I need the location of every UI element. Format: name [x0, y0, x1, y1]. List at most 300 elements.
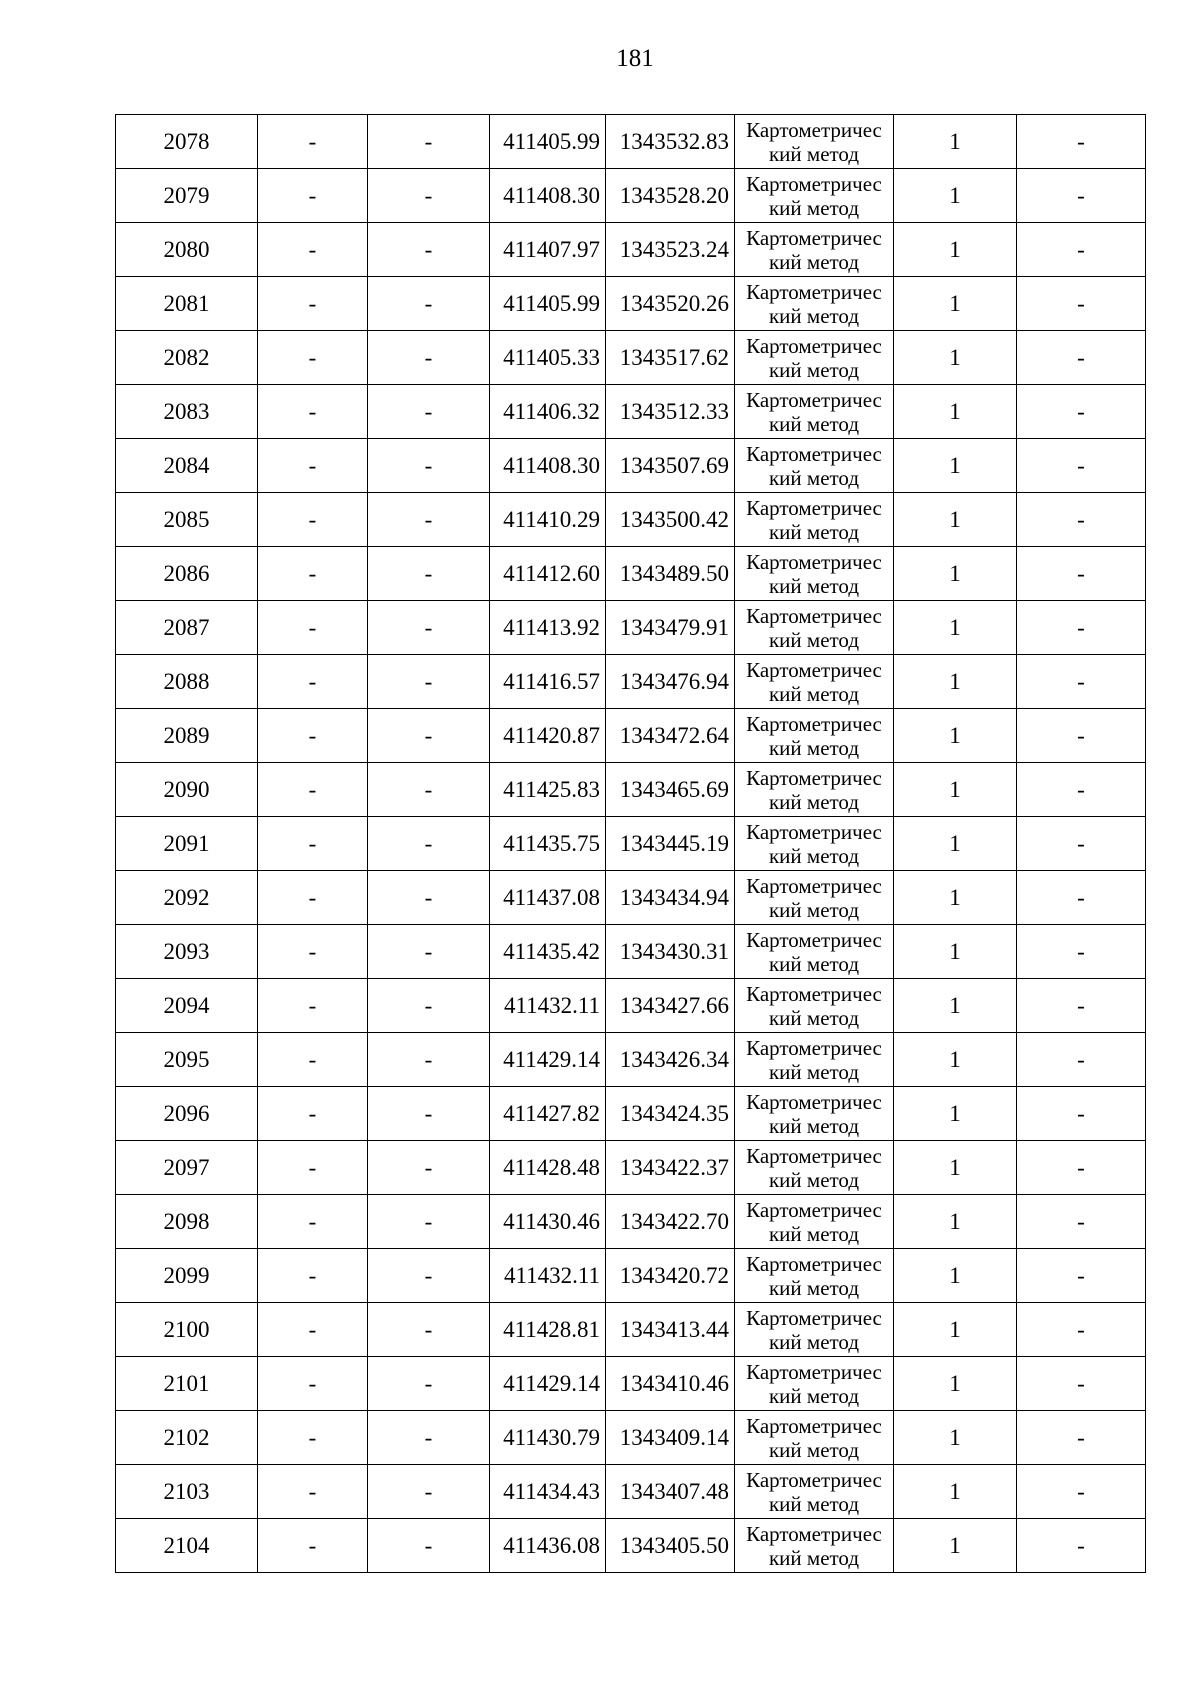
dash-cell: - [1017, 547, 1146, 601]
method-cell [735, 1411, 894, 1465]
y-coordinate-cell: 1343512.33 [606, 385, 735, 439]
y-coordinate-cell: 1343424.35 [606, 1087, 735, 1141]
method-line-2: кий метод [768, 1113, 860, 1138]
table-row [116, 979, 1146, 1033]
accuracy-cell: 1 [894, 709, 1017, 763]
point-number-cell: 2088 [116, 655, 258, 709]
dash-cell: - [1017, 1303, 1146, 1357]
accuracy-cell: 1 [894, 547, 1017, 601]
accuracy-cell: 1 [894, 1195, 1017, 1249]
x-coordinate-cell: 411407.97 [490, 223, 606, 277]
method-line-1: Картометричес [746, 225, 882, 250]
table-row [116, 331, 1146, 385]
method-cell [735, 547, 894, 601]
table-row [116, 1087, 1146, 1141]
table-row [116, 817, 1146, 871]
accuracy-cell: 1 [894, 223, 1017, 277]
table-row [116, 493, 1146, 547]
accuracy-cell: 1 [894, 331, 1017, 385]
dash-cell: - [1017, 1195, 1146, 1249]
dash-cell: - [368, 601, 490, 655]
dash-cell: - [258, 817, 368, 871]
dash-cell: - [258, 1411, 368, 1465]
method-cell [735, 115, 894, 169]
method-cell [735, 169, 894, 223]
dash-cell: - [368, 709, 490, 763]
y-coordinate-cell: 1343476.94 [606, 655, 735, 709]
method-line-1: Картометричес [746, 603, 882, 628]
table-row [116, 871, 1146, 925]
method-cell [735, 277, 894, 331]
dash-cell: - [368, 1249, 490, 1303]
table-row [116, 709, 1146, 763]
method-line-1: Картометричес [746, 819, 882, 844]
method-line-1: Картометричес [746, 657, 882, 682]
point-number-cell: 2098 [116, 1195, 258, 1249]
dash-cell: - [368, 979, 490, 1033]
method-line-2: кий метод [768, 627, 860, 652]
accuracy-cell: 1 [894, 1303, 1017, 1357]
dash-cell: - [368, 1519, 490, 1573]
accuracy-cell: 1 [894, 439, 1017, 493]
method-line-1: Картометричес [746, 1143, 882, 1168]
x-coordinate-cell: 411405.99 [490, 277, 606, 331]
dash-cell: - [1017, 1141, 1146, 1195]
y-coordinate-cell: 1343528.20 [606, 169, 735, 223]
x-coordinate-cell: 411405.33 [490, 331, 606, 385]
accuracy-cell: 1 [894, 1411, 1017, 1465]
dash-cell: - [1017, 871, 1146, 925]
accuracy-cell: 1 [894, 763, 1017, 817]
method-line-2: кий метод [768, 1275, 860, 1300]
x-coordinate-cell: 411432.11 [490, 979, 606, 1033]
method-cell [735, 763, 894, 817]
method-line-1: Картометричес [746, 1467, 882, 1492]
method-line-2: кий метод [768, 303, 860, 328]
method-cell [735, 1249, 894, 1303]
y-coordinate-cell: 1343427.66 [606, 979, 735, 1033]
method-line-2: кий метод [768, 465, 860, 490]
method-line-2: кий метод [768, 1005, 860, 1030]
accuracy-cell: 1 [894, 1087, 1017, 1141]
x-coordinate-cell: 411428.81 [490, 1303, 606, 1357]
y-coordinate-cell: 1343500.42 [606, 493, 735, 547]
dash-cell: - [368, 115, 490, 169]
x-coordinate-cell: 411427.82 [490, 1087, 606, 1141]
method-line-1: Картометричес [746, 1521, 882, 1546]
x-coordinate-cell: 411410.29 [490, 493, 606, 547]
dash-cell: - [368, 169, 490, 223]
dash-cell: - [258, 277, 368, 331]
point-number-cell: 2080 [116, 223, 258, 277]
method-line-2: кий метод [768, 735, 860, 760]
point-number-cell: 2102 [116, 1411, 258, 1465]
y-coordinate-cell: 1343434.94 [606, 871, 735, 925]
accuracy-cell: 1 [894, 1519, 1017, 1573]
point-number-cell: 2089 [116, 709, 258, 763]
method-cell [735, 439, 894, 493]
method-line-1: Картометричес [746, 117, 882, 142]
y-coordinate-cell: 1343410.46 [606, 1357, 735, 1411]
method-cell [735, 1195, 894, 1249]
x-coordinate-cell: 411435.75 [490, 817, 606, 871]
dash-cell: - [1017, 115, 1146, 169]
table-row [116, 547, 1146, 601]
accuracy-cell: 1 [894, 115, 1017, 169]
method-line-1: Картометричес [746, 981, 882, 1006]
table-row [116, 1303, 1146, 1357]
table-body [116, 115, 1146, 1573]
table-row [116, 1465, 1146, 1519]
point-number-cell: 2099 [116, 1249, 258, 1303]
point-number-cell: 2103 [116, 1465, 258, 1519]
accuracy-cell: 1 [894, 1357, 1017, 1411]
dash-cell: - [368, 1087, 490, 1141]
accuracy-cell: 1 [894, 871, 1017, 925]
dash-cell: - [258, 655, 368, 709]
dash-cell: - [1017, 493, 1146, 547]
dash-cell: - [1017, 169, 1146, 223]
method-line-2: кий метод [768, 1437, 860, 1462]
page-number: 181 [616, 45, 654, 72]
point-number-cell: 2095 [116, 1033, 258, 1087]
y-coordinate-cell: 1343507.69 [606, 439, 735, 493]
point-number-cell: 2078 [116, 115, 258, 169]
dash-cell: - [368, 223, 490, 277]
dash-cell: - [258, 439, 368, 493]
method-line-2: кий метод [768, 573, 860, 598]
point-number-cell: 2104 [116, 1519, 258, 1573]
method-line-2: кий метод [768, 1167, 860, 1192]
dash-cell: - [258, 1087, 368, 1141]
point-number-cell: 2086 [116, 547, 258, 601]
dash-cell: - [1017, 385, 1146, 439]
method-line-2: кий метод [768, 897, 860, 922]
method-cell [735, 1141, 894, 1195]
dash-cell: - [368, 1411, 490, 1465]
table-row [116, 277, 1146, 331]
y-coordinate-cell: 1343420.72 [606, 1249, 735, 1303]
point-number-cell: 2079 [116, 169, 258, 223]
accuracy-cell: 1 [894, 493, 1017, 547]
method-cell [735, 817, 894, 871]
y-coordinate-cell: 1343426.34 [606, 1033, 735, 1087]
method-cell [735, 331, 894, 385]
table-row [116, 1033, 1146, 1087]
dash-cell: - [258, 1519, 368, 1573]
dash-cell: - [368, 1141, 490, 1195]
method-line-2: кий метод [768, 951, 860, 976]
dash-cell: - [1017, 277, 1146, 331]
dash-cell: - [258, 763, 368, 817]
y-coordinate-cell: 1343407.48 [606, 1465, 735, 1519]
table-row [116, 763, 1146, 817]
accuracy-cell: 1 [894, 277, 1017, 331]
dash-cell: - [368, 493, 490, 547]
method-cell [735, 1519, 894, 1573]
table-row [116, 1411, 1146, 1465]
dash-cell: - [258, 1465, 368, 1519]
method-line-1: Картометричес [746, 1251, 882, 1276]
dash-cell: - [368, 1465, 490, 1519]
dash-cell: - [1017, 1249, 1146, 1303]
dash-cell: - [258, 331, 368, 385]
method-cell [735, 925, 894, 979]
table-row [116, 1141, 1146, 1195]
dash-cell: - [368, 1303, 490, 1357]
point-number-cell: 2082 [116, 331, 258, 385]
accuracy-cell: 1 [894, 1465, 1017, 1519]
dash-cell: - [368, 655, 490, 709]
coordinates-table [115, 114, 1146, 1573]
dash-cell: - [258, 223, 368, 277]
dash-cell: - [368, 439, 490, 493]
y-coordinate-cell: 1343472.64 [606, 709, 735, 763]
dash-cell: - [1017, 1357, 1146, 1411]
method-line-2: кий метод [768, 1221, 860, 1246]
method-cell [735, 493, 894, 547]
method-cell [735, 1357, 894, 1411]
table-row [116, 385, 1146, 439]
method-line-1: Картометричес [746, 171, 882, 196]
dash-cell: - [258, 1249, 368, 1303]
dash-cell: - [258, 601, 368, 655]
dash-cell: - [1017, 1519, 1146, 1573]
dash-cell: - [258, 547, 368, 601]
dash-cell: - [368, 1033, 490, 1087]
accuracy-cell: 1 [894, 1033, 1017, 1087]
method-cell [735, 1303, 894, 1357]
method-line-2: кий метод [768, 843, 860, 868]
dash-cell: - [368, 1357, 490, 1411]
x-coordinate-cell: 411432.11 [490, 1249, 606, 1303]
dash-cell: - [1017, 223, 1146, 277]
method-cell [735, 223, 894, 277]
method-line-1: Картометричес [746, 927, 882, 952]
x-coordinate-cell: 411428.48 [490, 1141, 606, 1195]
accuracy-cell: 1 [894, 655, 1017, 709]
dash-cell: - [258, 493, 368, 547]
dash-cell: - [258, 1033, 368, 1087]
point-number-cell: 2083 [116, 385, 258, 439]
dash-cell: - [368, 547, 490, 601]
point-number-cell: 2081 [116, 277, 258, 331]
dash-cell: - [1017, 331, 1146, 385]
dash-cell: - [1017, 1465, 1146, 1519]
y-coordinate-cell: 1343422.70 [606, 1195, 735, 1249]
dash-cell: - [258, 1195, 368, 1249]
point-number-cell: 2094 [116, 979, 258, 1033]
x-coordinate-cell: 411413.92 [490, 601, 606, 655]
dash-cell: - [258, 925, 368, 979]
table-row [116, 1519, 1146, 1573]
table-row [116, 1195, 1146, 1249]
dash-cell: - [1017, 709, 1146, 763]
x-coordinate-cell: 411437.08 [490, 871, 606, 925]
dash-cell: - [258, 1357, 368, 1411]
method-line-2: кий метод [768, 1059, 860, 1084]
x-coordinate-cell: 411408.30 [490, 439, 606, 493]
table-row [116, 223, 1146, 277]
method-cell [735, 655, 894, 709]
method-line-2: кий метод [768, 789, 860, 814]
method-cell [735, 979, 894, 1033]
accuracy-cell: 1 [894, 169, 1017, 223]
x-coordinate-cell: 411412.60 [490, 547, 606, 601]
method-cell [735, 385, 894, 439]
dash-cell: - [368, 871, 490, 925]
dash-cell: - [368, 385, 490, 439]
table-row [116, 1249, 1146, 1303]
dash-cell: - [368, 331, 490, 385]
x-coordinate-cell: 411425.83 [490, 763, 606, 817]
dash-cell: - [1017, 601, 1146, 655]
x-coordinate-cell: 411420.87 [490, 709, 606, 763]
x-coordinate-cell: 411429.14 [490, 1033, 606, 1087]
method-cell [735, 871, 894, 925]
x-coordinate-cell: 411430.79 [490, 1411, 606, 1465]
table-row [116, 1357, 1146, 1411]
point-number-cell: 2096 [116, 1087, 258, 1141]
dash-cell: - [1017, 439, 1146, 493]
table-row [116, 601, 1146, 655]
table-row [116, 655, 1146, 709]
dash-cell: - [368, 277, 490, 331]
method-line-1: Картометричес [746, 495, 882, 520]
method-line-2: кий метод [768, 681, 860, 706]
method-line-2: кий метод [768, 141, 860, 166]
y-coordinate-cell: 1343409.14 [606, 1411, 735, 1465]
point-number-cell: 2090 [116, 763, 258, 817]
x-coordinate-cell: 411406.32 [490, 385, 606, 439]
x-coordinate-cell: 411408.30 [490, 169, 606, 223]
method-line-2: кий метод [768, 195, 860, 220]
y-coordinate-cell: 1343413.44 [606, 1303, 735, 1357]
dash-cell: - [368, 763, 490, 817]
accuracy-cell: 1 [894, 925, 1017, 979]
x-coordinate-cell: 411436.08 [490, 1519, 606, 1573]
method-line-1: Картометричес [746, 765, 882, 790]
method-line-2: кий метод [768, 1545, 860, 1570]
method-line-1: Картометричес [746, 549, 882, 574]
point-number-cell: 2100 [116, 1303, 258, 1357]
y-coordinate-cell: 1343517.62 [606, 331, 735, 385]
x-coordinate-cell: 411429.14 [490, 1357, 606, 1411]
method-cell [735, 1465, 894, 1519]
method-line-2: кий метод [768, 1383, 860, 1408]
method-line-1: Картометричес [746, 1035, 882, 1060]
accuracy-cell: 1 [894, 979, 1017, 1033]
table-row [116, 439, 1146, 493]
dash-cell: - [1017, 979, 1146, 1033]
y-coordinate-cell: 1343520.26 [606, 277, 735, 331]
x-coordinate-cell: 411416.57 [490, 655, 606, 709]
method-cell [735, 601, 894, 655]
method-line-2: кий метод [768, 249, 860, 274]
dash-cell: - [258, 709, 368, 763]
dash-cell: - [258, 979, 368, 1033]
dash-cell: - [368, 925, 490, 979]
dash-cell: - [258, 871, 368, 925]
table-row [116, 115, 1146, 169]
dash-cell: - [1017, 1411, 1146, 1465]
accuracy-cell: 1 [894, 601, 1017, 655]
dash-cell: - [258, 1303, 368, 1357]
y-coordinate-cell: 1343445.19 [606, 817, 735, 871]
accuracy-cell: 1 [894, 1141, 1017, 1195]
method-line-2: кий метод [768, 411, 860, 436]
dash-cell: - [1017, 817, 1146, 871]
y-coordinate-cell: 1343430.31 [606, 925, 735, 979]
method-line-1: Картометричес [746, 441, 882, 466]
method-line-1: Картометричес [746, 387, 882, 412]
x-coordinate-cell: 411405.99 [490, 115, 606, 169]
dash-cell: - [258, 169, 368, 223]
dash-cell: - [1017, 655, 1146, 709]
y-coordinate-cell: 1343422.37 [606, 1141, 735, 1195]
method-line-1: Картометричес [746, 1413, 882, 1438]
dash-cell: - [258, 115, 368, 169]
dash-cell: - [1017, 1033, 1146, 1087]
method-line-1: Картометричес [746, 1359, 882, 1384]
dash-cell: - [258, 385, 368, 439]
point-number-cell: 2085 [116, 493, 258, 547]
method-line-1: Картометричес [746, 333, 882, 358]
method-cell [735, 1087, 894, 1141]
y-coordinate-cell: 1343523.24 [606, 223, 735, 277]
method-line-1: Картометричес [746, 873, 882, 898]
y-coordinate-cell: 1343479.91 [606, 601, 735, 655]
method-line-2: кий метод [768, 1329, 860, 1354]
method-cell [735, 709, 894, 763]
table-row [116, 169, 1146, 223]
accuracy-cell: 1 [894, 817, 1017, 871]
point-number-cell: 2084 [116, 439, 258, 493]
y-coordinate-cell: 1343465.69 [606, 763, 735, 817]
point-number-cell: 2092 [116, 871, 258, 925]
method-line-1: Картометричес [746, 1197, 882, 1222]
method-line-2: кий метод [768, 1491, 860, 1516]
method-line-1: Картометричес [746, 1089, 882, 1114]
dash-cell: - [1017, 925, 1146, 979]
method-line-2: кий метод [768, 357, 860, 382]
accuracy-cell: 1 [894, 1249, 1017, 1303]
method-line-1: Картометричес [746, 711, 882, 736]
y-coordinate-cell: 1343405.50 [606, 1519, 735, 1573]
point-number-cell: 2087 [116, 601, 258, 655]
y-coordinate-cell: 1343489.50 [606, 547, 735, 601]
dash-cell: - [368, 817, 490, 871]
point-number-cell: 2093 [116, 925, 258, 979]
x-coordinate-cell: 411435.42 [490, 925, 606, 979]
dash-cell: - [1017, 763, 1146, 817]
method-line-1: Картометричес [746, 279, 882, 304]
point-number-cell: 2097 [116, 1141, 258, 1195]
method-line-1: Картометричес [746, 1305, 882, 1330]
point-number-cell: 2101 [116, 1357, 258, 1411]
y-coordinate-cell: 1343532.83 [606, 115, 735, 169]
dash-cell: - [258, 1141, 368, 1195]
dash-cell: - [1017, 1087, 1146, 1141]
table-row [116, 925, 1146, 979]
x-coordinate-cell: 411434.43 [490, 1465, 606, 1519]
method-line-2: кий метод [768, 519, 860, 544]
accuracy-cell: 1 [894, 385, 1017, 439]
x-coordinate-cell: 411430.46 [490, 1195, 606, 1249]
method-cell [735, 1033, 894, 1087]
dash-cell: - [368, 1195, 490, 1249]
point-number-cell: 2091 [116, 817, 258, 871]
